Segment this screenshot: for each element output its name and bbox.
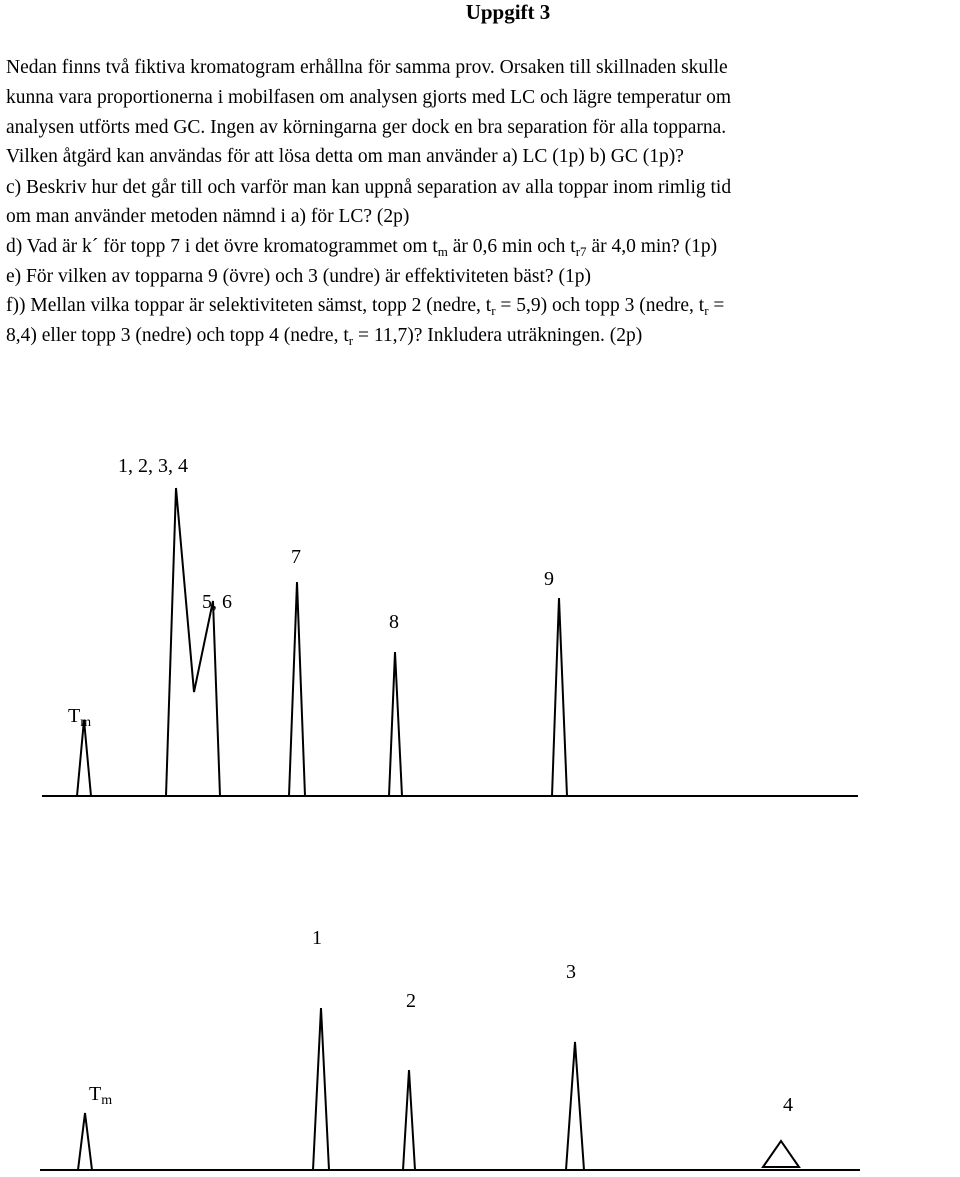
upper-peak-7 (289, 582, 305, 796)
upper-label-peak-7: 7 (291, 546, 301, 568)
question-d: d) Vad är k´ för topp 7 i det övre kromatogrammet om $t_m$ är 0,6 min och $t_{r7}$ är 4,0 min? (1p) (6, 236, 718, 259)
lower-peak-4 (763, 1141, 799, 1167)
upper-label-tm: $T_m$ (68, 705, 92, 730)
lower-label-peak-4: 4 (783, 1094, 793, 1116)
lower-label-peak-3: 3 (566, 961, 576, 983)
lower-peak-3 (566, 1042, 584, 1170)
text-line: om man använder metoden nämnd i a) för LC? (2p) (6, 206, 410, 227)
upper-label-peaks-1-4: 1, 2, 3, 4 (118, 455, 188, 477)
upper-peak-group-1-6 (166, 488, 220, 796)
lower-tm-peak (78, 1113, 92, 1170)
text-line: c) Beskriv hur det går till och varför man kan uppnå separation av alla toppar inom rimlig tid (6, 177, 732, 198)
lower-label-tm: $T_m$ (89, 1083, 113, 1108)
question-f: f)) Mellan vilka toppar är selektiviteten sämst, topp 2 (nedre, $t_r = 5,9$) och topp 3 (nedre, $t_r$ = (6, 295, 725, 318)
text-line: Vilken åtgärd kan användas för att lösa detta om man använder a) LC (1p) b) GC (1p)? (6, 146, 684, 167)
lower-peak-1 (313, 1008, 329, 1170)
upper-label-peak-9: 9 (544, 568, 554, 590)
task-heading: Uppgift 3 (465, 0, 551, 24)
question-f-continued: 8,4) eller topp 3 (nedre) och topp 4 (nedre, $t_r = 11,7$)? Inkludera uträkningen. (2p) (6, 325, 643, 348)
upper-label-peak-8: 8 (389, 611, 399, 633)
lower-peak-2 (403, 1070, 415, 1170)
text-line: kunna vara proportionerna i mobilfasen om analysen gjorts med LC och lägre temperatur om (6, 87, 732, 108)
upper-peak-8 (389, 652, 402, 796)
lower-label-peak-1: 1 (312, 927, 322, 949)
lower-label-peak-2: 2 (406, 990, 416, 1012)
question-e: e) För vilken av topparna 9 (övre) och 3 (undre) är effektiviteten bäst? (1p) (6, 266, 591, 287)
text-line: Nedan finns två fiktiva kromatogram erhållna för samma prov. Orsaken till skillnaden skulle (6, 57, 728, 78)
text-line: analysen utförts med GC. Ingen av körningarna ger dock en bra separation för alla topparna. (6, 117, 727, 138)
upper-label-peaks-5-6: 5, 6 (202, 591, 232, 613)
upper-peak-9 (552, 598, 567, 796)
upper-tm-peak (77, 720, 91, 796)
